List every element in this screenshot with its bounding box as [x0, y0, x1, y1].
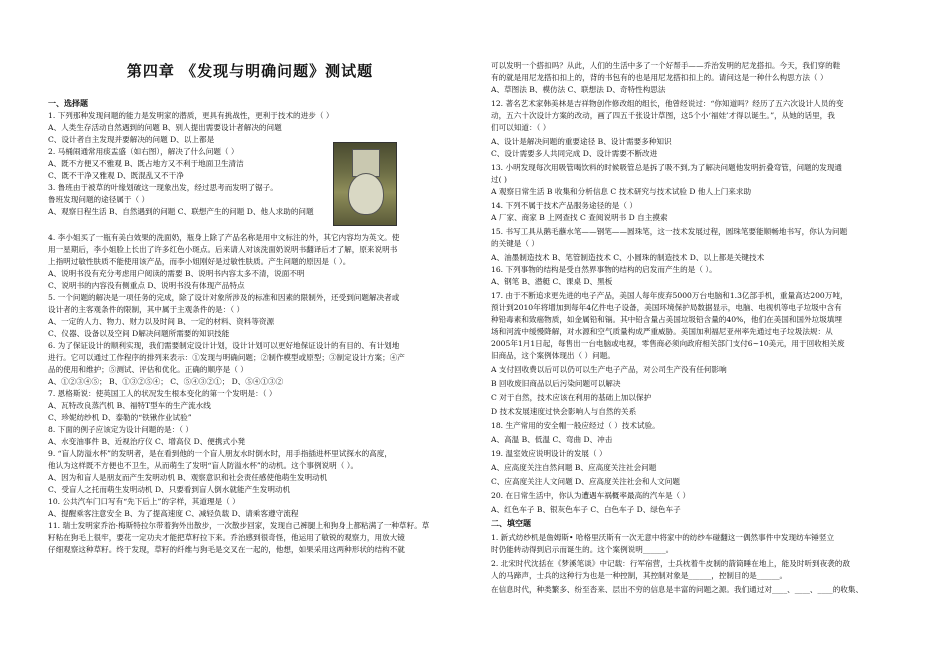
right-text-line: 动，五六十次设计方案的改动，画了四五千张设计草图，这5个小‘福娃’才得以诞生。”，从她的话里，我 — [491, 111, 835, 120]
right-text-line: A 支付回收费以后可以仍可以生产电子产品，对公司生产没有任何影响 — [491, 365, 727, 374]
right-text-line: A 厂家、商家 B 上网查找 C 查阅说明书 D 自主摸索 — [491, 213, 668, 222]
left-text-line: 9. “盲人防溢水杯”的发明者，是在看到他的一个盲人朋友水时倒水时，用手指插进杯里试探水的高度， — [48, 449, 392, 458]
right-text-line: 18. 生产常用的安全帽一般应经过（ ）技术试验。 — [491, 421, 660, 430]
right-text-line: 可以发明一个搭扣吗？从此，人们的生活中多了一个好帮手——乔治发明的尼龙搭扣。今天，我们穿的鞋 — [491, 61, 841, 70]
toilet-bowl-shape — [348, 173, 384, 215]
left-text-line: 上指明过敏性肤质不能使用该产品，而李小姐刚好是过敏性肤质。产生问题的原因是（ ）。 — [48, 257, 351, 266]
left-text-line: 仔细观察这种草籽。终于发现，草籽的纤维与狗毛是交叉在一起的，他想，如果采用这两种形状的结构不就 — [48, 545, 405, 554]
left-text-line: C、受盲人之托而萌生发明动机 D、只要看到盲人倒水就能产生发明动机 — [48, 485, 291, 494]
right-text-line: 过( ) — [491, 175, 507, 184]
left-text-line: 1. 下列那种发现问题的能力是发明家的潜质，更具有挑战性，更利于技术的进步（ ） — [48, 111, 334, 120]
left-text-line: 11. 瑞士发明家乔治·梅斯特拉尔带着狗外出散步，一次散步回家，发现自己裤腿上和狗身上都粘满了一种草籽。草 — [48, 521, 430, 530]
right-text-line: C、应高度关注人文问题 D、应高度关注社会和人文问题 — [491, 477, 680, 486]
right-text-line: A、设计是解决问题的重要途径 B、设计需要多种知识 — [491, 137, 672, 146]
right-text-line: B 回收废旧商品以后污染问题可以解决 — [491, 379, 621, 388]
right-text-line: 16. 下列事物的结构是受自然界事物的结构的启发而产生的是（ ）。 — [491, 265, 717, 274]
left-text-line: C、设计者自主发现并要解决的问题 D、以上都是 — [48, 135, 215, 144]
left-text-line: 6. 为了保证设计的顺利实现，我们需要制定设计计划，设计计划可以更好地保证设计的有目的、有计划地 — [48, 341, 400, 350]
right-text-line: 17. 由于不断追求更先进的电子产品，美国人每年废弃5000万台电脑和1.3亿部手机，重量高达200万吨， — [491, 291, 848, 300]
right-text-line: 2005年1月1日起，每售出一台电脑或电视，零售商必须向政府相关部门支付6~10美元，用于回收相关废 — [491, 339, 845, 348]
toilet-photo — [333, 142, 397, 226]
right-text-line: 20. 在日常生活中，你认为遭遇车祸概率最高的汽车是（ ） — [491, 491, 691, 500]
left-text-line: 7. 恩格斯说：使英国工人的状况发生根本变化的第一个发明是：（ ） — [48, 389, 277, 398]
right-text-line: 旧商品，这个案例体现出（ ）问题。 — [491, 351, 615, 360]
right-text-line: A、红色车子 B、银灰色车子 C、白色车子 D、绿色车子 — [491, 505, 681, 514]
right-text-line: 有的就是用尼龙搭扣扣上的，背的书包有的也是用尼龙搭扣扣上的。请问这是一种什么构思方法（ ） — [491, 73, 828, 82]
right-text-line: A、钢笔 B、潜艇 C、课桌 D、黑板 — [491, 277, 613, 286]
right-text-line: A、应高度关注自然问题 B、应高度关注社会问题 — [491, 463, 657, 472]
right-text-line: 在信息时代，种类繁多、纷至沓来、层出不穷的信息是丰富的问题之源。我们通过对____、____、____的收集、 — [491, 585, 864, 594]
right-text-line: C、设计需要多人共同完成 D、设计需要不断改进 — [491, 149, 658, 158]
left-text-line: 设计者的主客观条件的限制，其中属于主观条件的是：（ ） — [48, 305, 245, 314]
left-text-line: A、①②③④⑤； B、①③②⑤④； C、⑤④③②①； D、⑤④①③② — [48, 377, 284, 386]
left-text-line: A、观察日程生活 B、自然遇到的问题 C、联想产生的问题 D、他人求助的问题 — [48, 207, 314, 216]
left-text-line: C、仪器、设备以及空间 D解决问题所需要的知识技能 — [48, 329, 230, 338]
right-text-line: 预计到2010年将增加到每年4亿件电子设备，美国环境保护局数据显示，电脑、电视机等电子垃圾中含有 — [491, 303, 842, 312]
left-text-line: 进行。它可以通过工作程序的排列来表示：①发现与明确问题；②制作模型或原型；③制定设计方案；④产 — [48, 353, 405, 362]
left-text-line: 鲁班发现问题的途径属于（ ） — [48, 195, 150, 204]
right-text-line: 人的马蹄声，士兵的这种行为也是一种控制，其控制对象是______，控制目的是______。 — [491, 571, 788, 580]
left-text-line: C、珍妮纺纱机 D、泰勒的“铁锹作业试验” — [48, 413, 192, 422]
left-text-line: 用一星期后，李小姐脸上长出了许多红色小斑点。后来请人对该洗面奶说明书翻译后才了解，原来说明书 — [48, 245, 398, 254]
right-text-line: A、油墨制造技术 B、笔管制造技术 C、小圆珠的制造技术 D、以上都是关键技术 — [491, 253, 765, 262]
left-text-line: A、既不方便又不雅观 B、既占地方又不利于地面卫生清洁 — [48, 159, 244, 168]
left-text-line: 2. 马桶闹通常用痰盂盛（如右图），解决了什么问题（ ） — [48, 147, 239, 156]
left-text-line: 一、选择题 — [48, 99, 88, 108]
right-text-line: 15. 书写工具从鹅毛蘸水笔——钢笔——圆珠笔，这一技术发展过程，圆珠笔要能顺畅地书写，你认为问题 — [491, 227, 848, 236]
left-text-line: 籽粘在狗毛上很牢，要花一定功夫才能把草籽拉下来。乔治感到很奇怪，他运用了敏锐的观察力，用放大镜 — [48, 533, 405, 542]
right-text-line: A、草图法 B、模仿法 C、联想法 D、奇特性构思法 — [491, 85, 666, 94]
right-text-line: 的关键是（ ） — [491, 239, 539, 248]
left-text-line: A、提醒乘客注意安全 B、为了提高速度 C、减轻负载 D、请乘客遵守流程 — [48, 509, 299, 518]
left-text-line: 5. 一个问题的解决是一项任务的完成，除了设计对象所涉及的标准和因素的限制外，还受到问题解决者或 — [48, 293, 400, 302]
right-text-line: 场和河流中缓慢降解，对水源和空气质量构成严重威胁。美国加利福尼亚州率先通过电子垃圾法规：从 — [491, 327, 833, 336]
left-text-line: A、瓦特改良蒸汽机 B、福特T型车的生产流水线 — [48, 401, 211, 410]
right-text-line: 们可以知道：（ ） — [491, 123, 551, 132]
right-text-line: D 技术发展速度过快会影响人与自然的关系 — [491, 407, 637, 416]
left-text-line: 4. 李小姐买了一瓶有美白效果的洗面奶，瓶身上除了产品名称是用中文标注的外，其它内容均为英文。使 — [48, 233, 400, 242]
right-text-line: 时仍能转动得到启示而诞生的。这个案例说明______。 — [491, 545, 674, 554]
page-title: 第四章 《发现与明确问题》测试题 — [126, 62, 374, 80]
left-text-line: C、既不干净又雅观 D、既混乱又不干净 — [48, 171, 184, 180]
right-text-line: 12. 著名艺术家韩美林是吉祥物创作修改组的组长，他曾经说过：“你知道吗？经历了五六次设计人员的变 — [491, 99, 844, 108]
right-text-line: 种铅毒素和致癌物质，如金属铅和镉。其中铅含量占美国垃圾铅含量的40%，他们在美国和国外垃圾填埋 — [491, 315, 842, 324]
left-text-line: C、说明书的内容没有侧重点 D、说明书没有体现产品特点 — [48, 281, 245, 290]
right-text-line: 13. 小明发现每次用吸管喝饮料的时候吸管总是拆了吸不到,为了解决问题他发明折叠弯管，问题的发现通 — [491, 163, 843, 172]
left-text-line: 10. 公共汽车门口写有“先下后上”的字样，其道理是（ ） — [48, 497, 240, 506]
right-text-line: 二、填空题 — [491, 519, 531, 528]
left-text-line: A、说明书没有充分考虑用户阅读的需要 B、说明书内容太多不清，说面不明 — [48, 269, 305, 278]
left-text-line: A、水变油事件 B、近视治疗仪 C、增高仪 D、便携式小凳 — [48, 437, 246, 446]
left-text-line: 3. 鲁班由于被草的叶缘划破这一现象出发，经过思考而发明了锯子。 — [48, 183, 278, 192]
right-text-line: 2. 北宋时代沈括在《梦溪笔谈》中记载：行军宿营，士兵枕着牛皮制的箭筒睡在地上，能及时听到夜袭的敌 — [491, 559, 850, 568]
left-text-line: 他认为这样既不方便也不卫生，从而萌生了发明“盲人防溢水杯”的动机。这个事例说明（ ）。 — [48, 461, 359, 470]
left-text-line: 8. 下面的例子应该定为设计问题的是：（ ） — [48, 425, 193, 434]
left-text-line: A、人类生存活动自然遇到的问题 B、别人提出需要设计者解决的问题 — [48, 123, 282, 132]
right-text-line: 14. 下列不属于技术产品服务途径的是（ ） — [491, 201, 637, 210]
left-text-line: 品的使用和维护；⑤测试、评估和优化。正确的顺序是（ ） — [48, 365, 248, 374]
right-text-line: 19. 温室效应说明设计的发展（ ） — [491, 449, 607, 458]
right-text-line: C 对于自然，技术应该在利用的基础上加以保护 — [491, 393, 652, 402]
right-text-line: 1. 新式纺纱机是詹姆斯• 哈格里沃斯有一次无意中将家中的纺纱车碰翻这一偶然事件中发现纺车锤竖立 — [491, 533, 835, 542]
right-text-line: A 观察日常生活 B 收集和分析信息 C 技术研究与技术试验 D 他人上门来求助 — [491, 187, 752, 196]
right-text-line: A、高温 B、低温 C、弯曲 D、冲击 — [491, 435, 613, 444]
left-text-line: A、一定的人力、物力、财力以及时间 B、一定的材料、资料等资源 — [48, 317, 275, 326]
left-text-line: A、因为和盲人是朋友而产生发明动机 B、观察意识和社会责任感使他萌生发明动机 — [48, 473, 328, 482]
